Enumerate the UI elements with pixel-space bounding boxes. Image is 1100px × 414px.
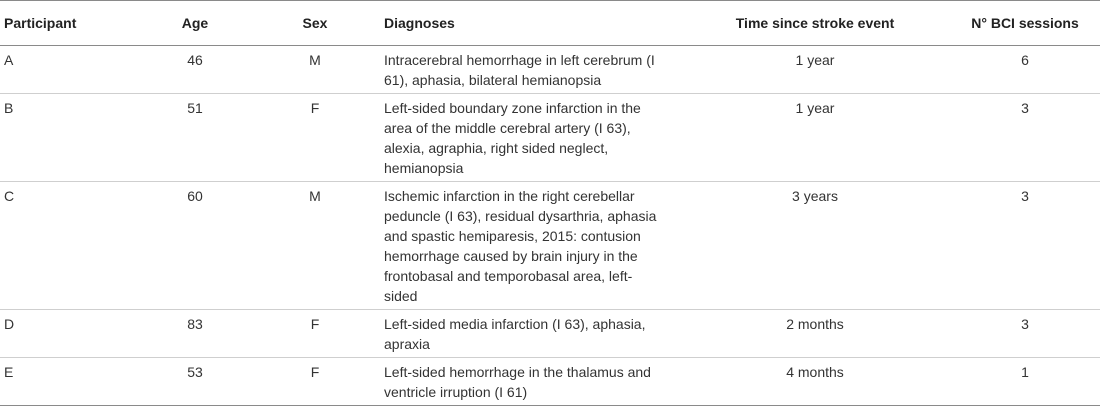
cell-sex: F xyxy=(310,100,320,116)
table-row xyxy=(0,94,1100,182)
cell-age: 46 xyxy=(187,52,203,68)
cell-time: 4 months xyxy=(786,364,844,380)
cell-sex: M xyxy=(309,188,321,204)
header-row xyxy=(0,1,1100,46)
cell-sessions: 3 xyxy=(1021,188,1029,204)
cell-age: 83 xyxy=(187,316,203,332)
cell-time: 1 year xyxy=(795,100,835,116)
table-row xyxy=(0,182,1100,310)
cell-sessions: 3 xyxy=(1021,316,1029,332)
table-row xyxy=(0,46,1100,94)
table-header xyxy=(0,1,1100,46)
cell-age: 51 xyxy=(187,100,203,116)
cell-participant: B xyxy=(4,100,14,116)
cell-sessions: 3 xyxy=(1021,100,1029,116)
cell-time: 3 years xyxy=(792,188,838,204)
header-age: Age xyxy=(181,15,209,31)
cell-diagnoses: Left-sided boundary zone infarction in the area of the middle cerebral artery (I 63), alexia, agraphia, right sided neglect, hemianopsia xyxy=(384,100,641,176)
cell-age: 60 xyxy=(187,188,203,204)
header-participant: Participant xyxy=(4,15,77,31)
cell-sex: F xyxy=(310,364,320,380)
cell-sex: M xyxy=(309,52,321,68)
cell-age: 53 xyxy=(187,364,203,380)
cell-diagnoses: Left-sided hemorrhage in the thalamus and ventricle irruption (I 61) xyxy=(384,364,651,400)
cell-time: 1 year xyxy=(795,52,835,68)
cell-sex: F xyxy=(310,316,320,332)
cell-sessions: 6 xyxy=(1021,52,1029,68)
cell-participant: A xyxy=(4,52,14,68)
table-row xyxy=(0,310,1100,358)
header-diagnoses: Diagnoses xyxy=(384,15,455,31)
table-row xyxy=(0,358,1100,406)
table-body xyxy=(0,46,1100,406)
header-sessions: N° BCI sessions xyxy=(971,15,1079,31)
header-time: Time since stroke event xyxy=(735,15,895,31)
cell-participant: C xyxy=(4,188,15,204)
cell-time: 2 months xyxy=(786,316,844,332)
cell-participant: D xyxy=(4,316,15,332)
cell-diagnoses: Ischemic infarction in the right cerebellar peduncle (I 63), residual dysarthria, aphasia and spastic hemiparesis, 2015: contusion hemorrhage caused by brain injury in the frontobasal and temporobasal area, left-sided xyxy=(384,188,657,304)
cell-diagnoses: Left-sided media infarction (I 63), aphasia, apraxia xyxy=(384,316,646,352)
cell-diagnoses: Intracerebral hemorrhage in left cerebrum (I 61), aphasia, bilateral hemianopsia xyxy=(384,52,655,88)
header-sex: Sex xyxy=(302,15,328,31)
cell-sessions: 1 xyxy=(1021,364,1029,380)
cell-participant: E xyxy=(4,364,14,380)
